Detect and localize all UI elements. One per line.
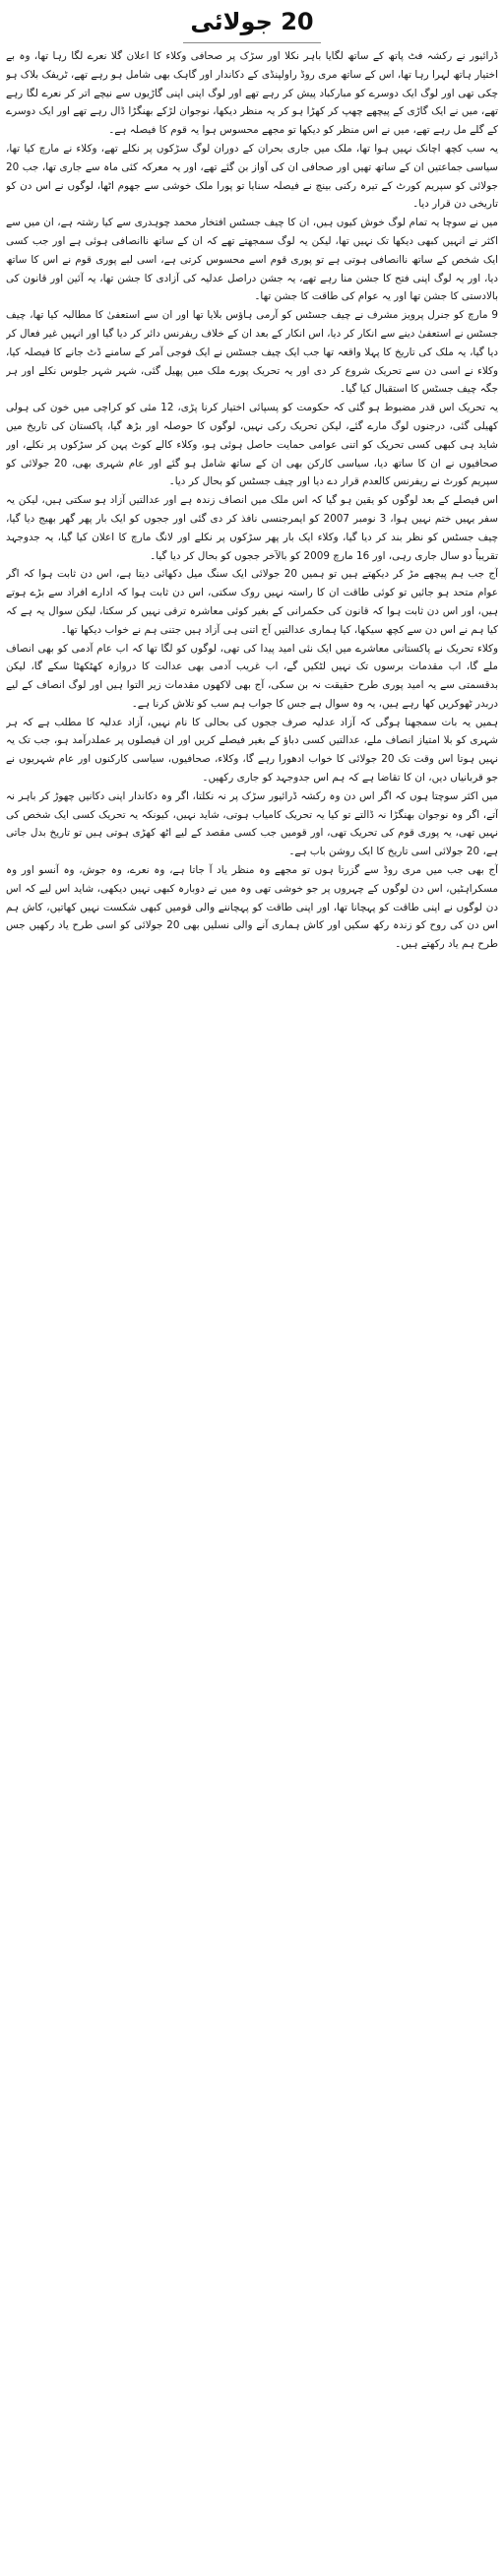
article-paragraph: 9 مارچ کو جنرل پرویز مشرف نے چیف جسٹس کو آرمی ہاؤس بلایا تھا اور ان سے استعفیٰ کا مطالبہ کیا تھا، چیف جسٹس نے استعفیٰ دینے سے انکار کر دیا، اس انکار کے بعد ان کے خلاف ریفرنس دائر کر دیا گیا اور انہیں غیر فعال کر دیا گیا، یہ ملک کی تاریخ کا پہلا واقعہ تھا جب ایک چیف جسٹس نے ایک فوجی آمر کے سامنے ڈٹ جانے کا فیصلہ کیا، وکلاء نے اسی دن سے تحریک شروع کر دی اور یہ تحریک پورے ملک میں پھیل گئی، شہر شہر جلوس نکلے اور ہر جگہ چیف جسٹس کا استقبال کیا گیا۔	[6, 309, 498, 396]
article-paragraph: میں نے سوچا یہ تمام لوگ خوش کیوں ہیں، ان کا چیف جسٹس افتخار محمد چوہدری سے کیا رشتہ ہے، ان میں سے اکثر نے انہیں کبھی دیکھا تک نہیں تھا، لیکن یہ لوگ سمجھتے تھے کہ ان کے ساتھ ناانصافی ہوئی ہے اور جب کسی ایک شخص کے ساتھ ناانصافی ہوتی ہے تو پوری قوم اسے محسوس کرتی ہے، اسی لیے پوری قوم نے اس کا ساتھ دیا، اور یہ لوگ اپنی فتح کا جشن منا رہے تھے، یہ جشن دراصل عدلیہ کی آزادی کا جشن تھا، یہ آئین اور قانون کی بالادستی کا جشن تھا اور یہ عوام کی طاقت کا جشن تھا۔	[6, 217, 498, 303]
article-paragraph: اس فیصلے کے بعد لوگوں کو یقین ہو گیا کہ اس ملک میں انصاف زندہ ہے اور عدالتیں آزاد ہو سکتی ہیں، لیکن یہ سفر یہیں ختم نہیں ہوا، 3 نومبر 2007 کو ایمرجنسی نافذ کر دی گئی اور ججوں کو ایک بار پھر گھر بھیج دیا گیا، چیف جسٹس کو نظر بند کر دیا گیا، وکلاء ایک بار پھر سڑکوں پر نکلے اور لانگ مارچ کا اعلان کیا گیا، یہ جدوجہد تقریباً دو سال جاری رہی، اور 16 مارچ 2009 کو بالآخر ججوں کو بحال کر دیا گیا۔	[6, 494, 498, 562]
article-body	[6, 47, 498, 2567]
title-divider	[183, 42, 321, 43]
article-paragraph: آج جب ہم پیچھے مڑ کر دیکھتے ہیں تو ہمیں 20 جولائی ایک سنگ میل دکھائی دیتا ہے، اس دن ثابت ہوا کہ اگر عوام متحد ہو جائیں تو کوئی طاقت ان کا راستہ نہیں روک سکتی، اس دن ثابت ہوا کہ ادارے افراد سے بڑے ہوتے ہیں، اور اس دن ثابت ہوا کہ قانون کی حکمرانی کے بغیر کوئی معاشرہ ترقی نہیں کر سکتا، لیکن سوال یہ ہے کہ کیا ہم نے اس دن سے کچھ سیکھا، کیا ہماری عدالتیں آج اتنی ہی آزاد ہیں جتنی ہم نے خواب دیکھا تھا۔	[6, 568, 498, 636]
article-title: 20 جولائی	[190, 8, 314, 35]
article-paragraph: وکلاء تحریک نے پاکستانی معاشرے میں ایک نئی امید پیدا کی تھی، لوگوں کو لگا تھا کہ اب عام آدمی کو بھی انصاف ملے گا، اب مقدمات برسوں تک نہیں لٹکیں گے، اب غریب آدمی بھی عدالت کا دروازہ کھٹکھٹا سکے گا، لیکن بدقسمتی سے یہ امید پوری طرح حقیقت نہ بن سکی، آج بھی لاکھوں مقدمات زیر التوا ہیں اور لوگ انصاف کے لیے دربدر ٹھوکریں کھا رہے ہیں، یہ وہ سوال ہے جس کا جواب ہم سب کو تلاش کرنا ہے۔	[6, 642, 498, 710]
article-paragraph: ہمیں یہ بات سمجھنا ہوگی کہ آزاد عدلیہ صرف ججوں کی بحالی کا نام نہیں، آزاد عدلیہ کا مطلب ہے کہ ہر شہری کو بلا امتیاز انصاف ملے، عدالتیں کسی دباؤ کے بغیر فیصلے کریں اور ان فیصلوں پر عملدرآمد ہو، جب تک یہ نہیں ہوتا اس وقت تک 20 جولائی کا خواب ادھورا رہے گا، وکلاء، صحافیوں، سیاسی کارکنوں اور عام شہریوں نے جو قربانیاں دیں، ان کا تقاضا ہے کہ ہم اس جدوجہد کو جاری رکھیں۔	[6, 716, 498, 785]
article-header	[6, 4, 498, 47]
article-paragraph: ڈرائیور نے رکشہ فٹ پاتھ کے ساتھ لگایا باہر نکلا اور سڑک پر صحافی وکلاء کا اعلان گلا نعرے لگا رہا تھا، وہ بے اختیار ہاتھ لہرا رہا تھا، اس کے ساتھ مری روڈ راولپنڈی کے دکاندار اور گاہک بھی شامل ہو رہے تھے، ٹریفک بلاک ہو چکی تھی اور لوگ ایک دوسرے کو مبارکباد پیش کر رہے تھے اور لوگ اپنی اپنی گاڑیوں سے نیچے اتر کر نعرے لگا رہے تھے، میں نے ایک گاڑی کے پیچھے چھپ کر کھڑا ہو کر یہ منظر دیکھا، نوجوان لڑکے بھنگڑا ڈال رہے تھے اور ایک دوسرے کے گلے مل رہے تھے، میں نے اس منظر کو دیکھا تو مجھے محسوس ہوا یہ قوم کا فیصلہ ہے۔	[6, 50, 498, 137]
article-paragraph: آج بھی جب میں مری روڈ سے گزرتا ہوں تو مجھے وہ منظر یاد آ جاتا ہے، وہ نعرے، وہ جوش، وہ آنسو اور وہ مسکراہٹیں، اس دن لوگوں کے چہروں پر جو خوشی تھی وہ میں نے دوبارہ کبھی نہیں دیکھی، شاید اس لیے کہ اس دن لوگوں نے اپنی طاقت کو پہچانا تھا، اور اپنی طاقت کو پہچاننے والی قومیں کبھی شکست نہیں کھاتیں، کاش ہم اس دن کی روح کو زندہ رکھ سکیں اور کاش ہماری آنے والی نسلیں بھی 20 جولائی کو اسی طرح یاد رکھیں جس طرح ہم یاد رکھتے ہیں۔	[6, 864, 498, 951]
article-paragraph: یہ تحریک اس قدر مضبوط ہو گئی کہ حکومت کو پسپائی اختیار کرنا پڑی، 12 مئی کو کراچی میں خون کی ہولی کھیلی گئی، درجنوں لوگ مارے گئے، لیکن تحریک رکی نہیں، لوگوں کا حوصلہ اور بڑھ گیا، پاکستان کی تاریخ میں شاید ہی کبھی کسی تحریک کو اتنی عوامی حمایت حاصل ہوئی ہو، وکلاء کالے کوٹ پہن کر سڑکوں پر نکلے، اور صحافیوں نے ان کا ساتھ دیا، سیاسی کارکن بھی ان کے ساتھ شامل ہو گئے اور عام شہری بھی، 20 جولائی کو سپریم کورٹ نے ریفرنس کالعدم قرار دے دیا اور چیف جسٹس کو بحال کر دیا۔	[6, 402, 498, 488]
article-paragraph: یہ سب کچھ اچانک نہیں ہوا تھا، ملک میں جاری بحران کے دوران لوگ سڑکوں پر نکلے تھے، وکلاء نے مارچ کیا تھا، سیاسی جماعتیں ان کے ساتھ تھیں اور صحافی ان کی آواز بن گئے تھے، اور یہ معرکہ کئی ماہ سے جاری تھا، جب 20 جولائی کو سپریم کورٹ کے تیرہ رکنی بینچ نے فیصلہ سنایا تو پورا ملک خوشی سے جھوم اٹھا، لوگوں نے اس دن کو تاریخی دن قرار دیا۔	[6, 142, 498, 211]
article-paragraph: میں اکثر سوچتا ہوں کہ اگر اس دن وہ رکشہ ڈرائیور سڑک پر نہ نکلتا، اگر وہ دکاندار اپنی دکانیں چھوڑ کر باہر نہ آتے، اگر وہ نوجوان بھنگڑا نہ ڈالتے تو کیا یہ تحریک کامیاب ہوتی، شاید نہیں، کیونکہ یہ تحریک کسی ایک شخص کی نہیں تھی، یہ پوری قوم کی تحریک تھی، اور قومیں جب کسی مقصد کے لیے اٹھ کھڑی ہوتی ہیں تو تاریخ بدل جاتی ہے، 20 جولائی اسی تاریخ کا ایک روشن باب ہے۔	[6, 789, 498, 858]
